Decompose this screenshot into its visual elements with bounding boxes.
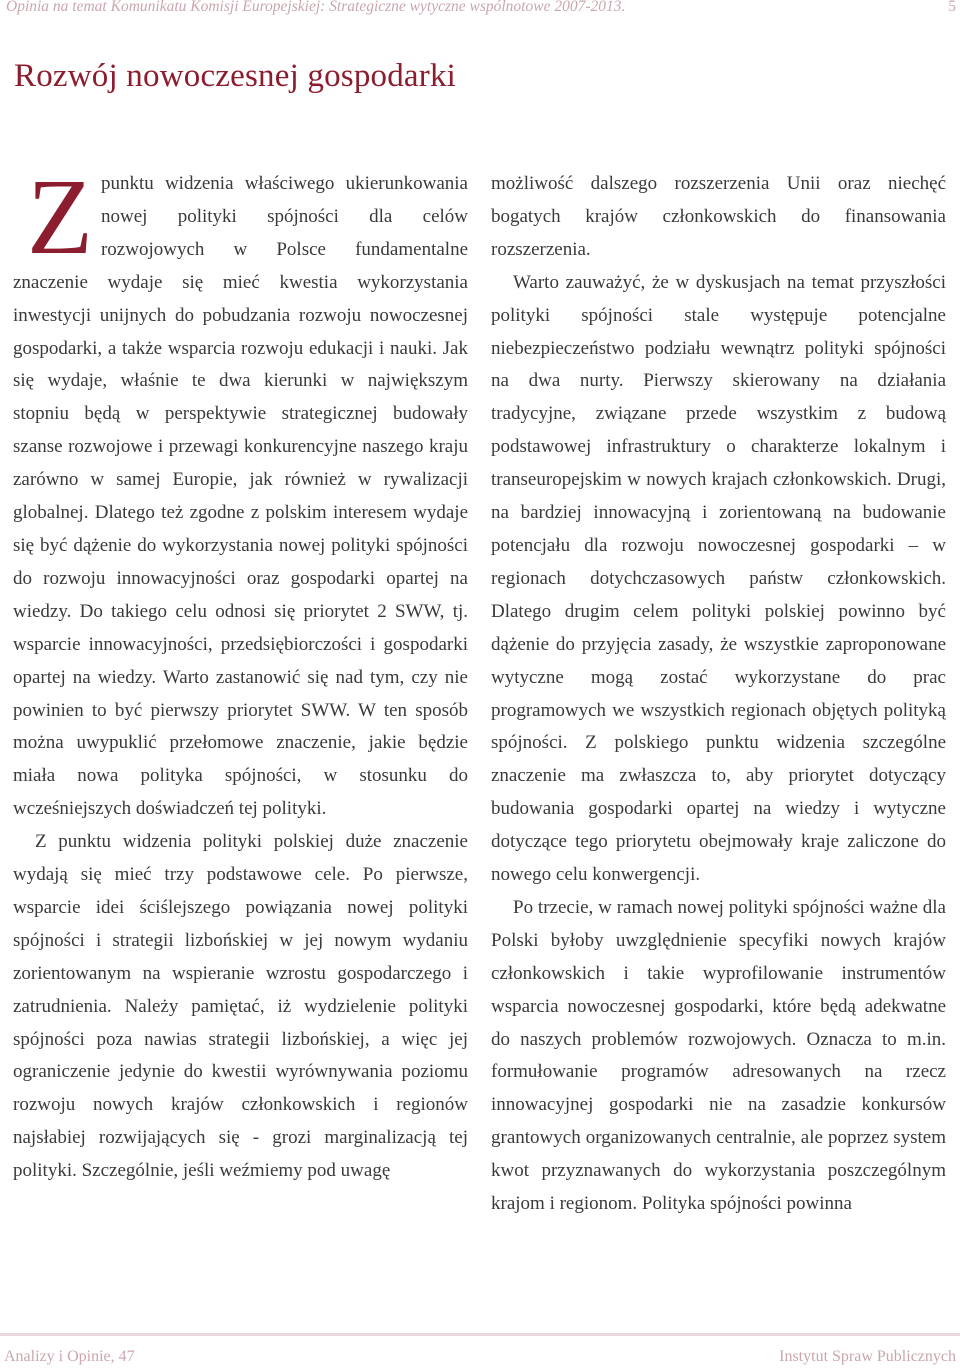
right-paragraph-1: możliwość dalszego rozszerzenia Unii oraz niechęć bogatych krajów członkowskich do finansowania rozszerzenia. (491, 173, 946, 260)
drop-cap: Z (27, 158, 93, 277)
left-paragraph-1-text: punktu widzenia właściwego ukierunkowania nowej polityki spójności dla celów rozwojowych w Polsce fundamentalne znaczenie wydaje się mieć kwestia wykorzystania inwestycji unijnych do pobudzania rozwoju nowoczesnej gospodarki, a także wsparcia rozwoju edukacji i nauki. Jak się wydaje, właśnie te dwa kierunki w największym stopniu będą w perspektywie strategicznej budowały szanse rozwojowe i przewagi konkurencyjne naszego kraju zarówno w samej Europie, jak również w rywalizacji globalnej. Dlatego też zgodne z polskim interesem wydaje się być dążenie do wykorzystania nowej polityki spójności do rozwoju innowacyjności oraz gospodarki opartej na wiedzy. Do takiego celu odnosi się priorytet 2 SWW, tj. wsparcie innowacyjności, przedsiębiorczości i gospodarki opartej na wiedzy. Warto zastanowić się nad tym, czy nie powinien to być pierwszy priorytet SWW. W ten sposób można uwypuklić przełomowe znaczenie, jakie będzie miała nowa polityka spójności, w stosunku do wcześniejszych doświadczeń tej polityki. (13, 173, 468, 820)
section-title: Rozwój nowoczesnej gospodarki (14, 58, 457, 94)
left-column (13, 158, 468, 1188)
left-paragraph-1 (13, 158, 468, 826)
running-title: Opinia na temat Komunikatu Komisji Europejskiej: Strategiczne wytyczne wspólnotowe 2007-2013. (6, 0, 626, 15)
footer-rule (0, 1333, 960, 1336)
footer-publication: Analizy i Opinie, 47 (4, 1348, 135, 1365)
page-number: 5 (948, 0, 956, 15)
left-paragraph-2: Z punktu widzenia polityki polskiej duże znaczenie wydają się mieć trzy podstawowe cele. Po pierwsze, wsparcie idei ściślejszego powiązania nowej polityki spójności i strategii lizbońskiej w jej nowym wydaniu zorientowanym na wspieranie wzrostu gospodarczego i zatrudnienia. Należy pamiętać, iż wydzielenie polityki spójności poza nawias strategii lizbońskiej, a więc jej ograniczenie jedynie do kwestii wyrównywania poziomu rozwoju nowych krajów członkowskich i regionów najsłabiej rozwijających się - grozi marginalizacją tej polityki. Szczególnie, jeśli weźmiemy pod uwagę (13, 831, 468, 1182)
right-paragraph-3: Po trzecie, w ramach nowej polityki spójności ważne dla Polski byłoby uwzględnienie specyfiki nowych krajów członkowskich i takie wyprofilowanie instrumentów wsparcia nowoczesnej gospodarki, które będą adekwatne do naszych problemów rozwojowych. Oznacza to m.in. formułowanie programów adresowanych na rzecz innowacyjnej gospodarki nie na zasadzie konkursów grantowych organizowanych centralnie, ale poprzez system kwot przyznawanych do wykorzystania poszczególnym krajom i regionom. Polityka spójności powinna (491, 896, 946, 1215)
footer-institution: Instytut Spraw Publicznych (779, 1348, 956, 1365)
running-header (6, 0, 958, 20)
right-column (491, 168, 946, 1221)
right-paragraph-2: Warto zauważyć, że w dyskusjach na temat przyszłości polityki spójności stale występuje potencjalne niebezpieczeństwo podziału wewnątrz polityki spójności na dwa nurty. Pierwszy skierowany na działania tradycyjne, związane przede wszystkim z budową podstawowej infrastruktury o charakterze lokalnym i transeuropejskim w nowych krajach członkowskich. Drugi, na bardziej innowacyjną i zorientowaną na budowanie potencjału dla rozwoju nowoczesnej gospodarki – w regionach dotychczasowych państw członkowskich. Dlatego drugim celem polityki polskiej powinno być dążenie do przyjęcia zasady, że wszystkie zaproponowane wytyczne mogą zostać wykorzystane do prac programowych we wszystkich regionach objętych polityką spójności. Z polskiego punktu widzenia szczególne znaczenie ma zwłaszcza to, aby priorytet dotyczący budowania gospodarki opartej na wiedzy i wytyczne dotyczące tego priorytetu obejmowały kraje zaliczone do nowego celu konwergencji. (491, 271, 946, 886)
